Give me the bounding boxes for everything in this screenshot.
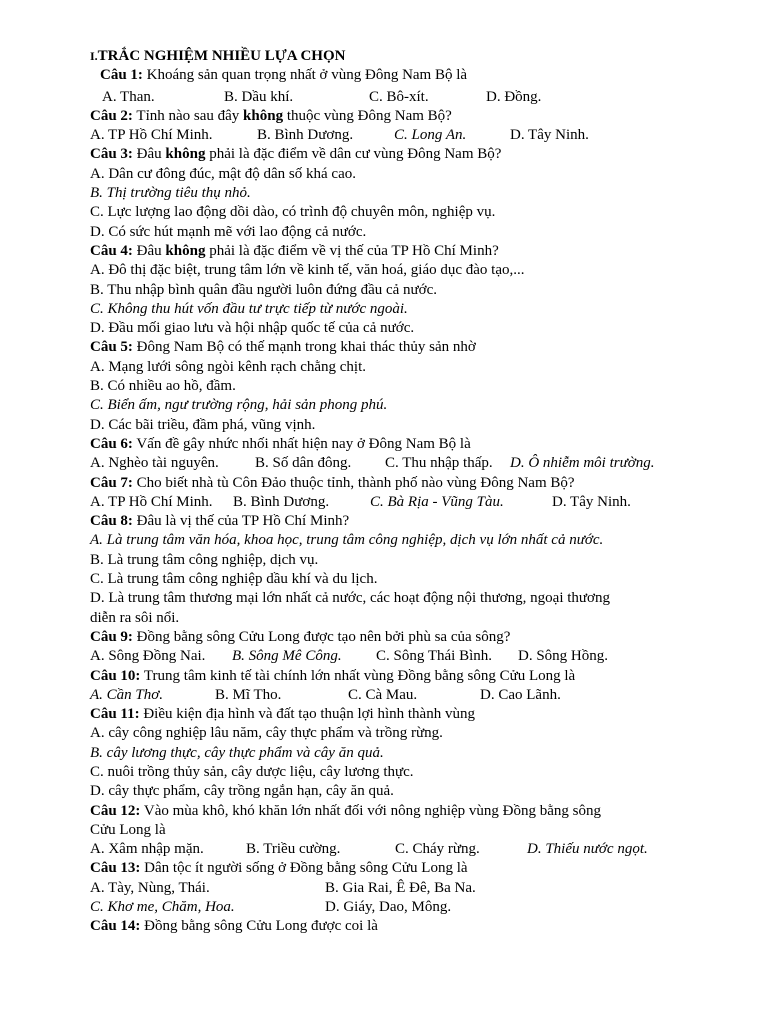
option-d: D. Cao Lãnh. (480, 686, 561, 703)
question-3: Câu 3: Đâu không phải là đặc điểm về dân cư vùng Đông Nam Bộ? (90, 146, 502, 163)
option-c: C. Long An. (394, 127, 467, 144)
option-c: C. Không thu hút vốn đầu tư trực tiếp từ nước ngoài. (90, 300, 408, 317)
question-13-options-row2 (90, 898, 680, 917)
option-c: C. Bà Rịa - Vũng Tàu. (370, 493, 504, 510)
option-d-continued: diễn ra sôi nổi. (90, 609, 180, 626)
option-a: A. cây công nghiệp lâu năm, cây thực phẩm và trồng rừng. (90, 725, 443, 742)
question-2: Câu 2: Tỉnh nào sau đây không thuộc vùng Đông Nam Bộ? (90, 107, 452, 124)
question-11: Câu 11: Điều kiện địa hình và đất tạo thuận lợi hình thành vùng (90, 706, 475, 723)
option-c: C. nuôi trồng thủy sản, cây dược liệu, cây lương thực. (90, 763, 414, 780)
question-12: Câu 12: Vào mùa khô, khó khăn lớn nhất đối với nông nghiệp vùng Đồng bằng sông (90, 802, 601, 819)
question-13: Câu 13: Dân tộc ít người sống ở Đồng bằng sông Cửu Long là (90, 860, 468, 877)
option-d: D. Đầu mối giao lưu và hội nhập quốc tế của cả nước. (90, 320, 415, 337)
option-a: A. TP Hồ Chí Minh. (90, 127, 213, 144)
option-c: C. Cà Mau. (348, 686, 418, 703)
question-7: Câu 7: Cho biết nhà tù Côn Đảo thuộc tỉnh, thành phố nào vùng Đông Nam Bộ? (90, 474, 575, 491)
option-b: B. Mĩ Tho. (215, 686, 282, 703)
option-d: D. Tây Ninh. (510, 127, 589, 144)
option-b: B. Là trung tâm công nghiệp, dịch vụ. (90, 551, 319, 568)
option-b: B. cây lương thực, cây thực phẩm và cây ăn quả. (90, 744, 384, 761)
question-5: Câu 5: Đông Nam Bộ có thế mạnh trong khai thác thủy sản nhờ (90, 339, 476, 356)
option-b: B. Có nhiều ao hồ, đầm. (90, 378, 236, 395)
option-d: D. Giáy, Dao, Mông. (325, 899, 452, 916)
option-b: B. Dầu khí. (224, 88, 294, 105)
option-b: B. Gia Rai, Ê Đê, Ba Na. (325, 879, 476, 896)
option-c: C. Lực lượng lao động dồi dào, có trình độ chuyên môn, nghiệp vụ. (90, 204, 496, 221)
option-a: A. Đô thị đặc biệt, trung tâm lớn về kinh tế, văn hoá, giáo dục đào tạo,... (90, 262, 525, 279)
option-c: C. Thu nhập thấp. (385, 455, 493, 472)
question-10: Câu 10: Trung tâm kinh tế tài chính lớn nhất vùng Đồng bằng sông Cửu Long là (90, 667, 576, 684)
question-8: Câu 8: Đâu là vị thế của TP Hồ Chí Minh? (90, 513, 350, 530)
option-b: B. Bình Dương. (257, 127, 354, 144)
question-14: Câu 14: Đồng bằng sông Cửu Long được coi là (90, 918, 378, 935)
option-a: A. Sông Đồng Nai. (90, 648, 206, 665)
question-1-options (90, 88, 680, 107)
question-1: Câu 1: Khoáng sản quan trọng nhất ở vùng Đông Nam Bộ là (100, 67, 468, 84)
question-13-options-row1 (90, 879, 680, 898)
option-c: C. Là trung tâm công nghiệp dầu khí và du lịch. (90, 571, 378, 588)
option-b: B. Thu nhập bình quân đầu người luôn đứng đầu cả nước. (90, 281, 438, 298)
question-4: Câu 4: Đâu không phải là đặc điểm về vị thế của TP Hồ Chí Minh? (90, 242, 499, 259)
option-a: A. Mạng lưới sông ngòi kênh rạch chằng chịt. (90, 358, 367, 375)
option-d: D. Ô nhiễm môi trường. (510, 455, 655, 472)
option-d: D. Có sức hút mạnh mẽ với lao động cả nước. (90, 223, 367, 240)
option-b: B. Sông Mê Công. (232, 648, 342, 665)
question-6: Câu 6: Vấn đề gây nhức nhối nhất hiện nay ở Đông Nam Bộ là (90, 435, 471, 452)
option-d: D. Thiếu nước ngọt. (527, 841, 648, 858)
option-c: C. Cháy rừng. (395, 841, 480, 858)
option-a: A. Xâm nhập mặn. (90, 841, 204, 858)
option-a: A. Dân cư đông đúc, mật độ dân số khá cao. (90, 165, 356, 182)
option-a: A. Là trung tâm văn hóa, khoa học, trung tâm công nghiệp, dịch vụ lớn nhất cả nước. (90, 532, 604, 549)
option-a: A. Cần Thơ. (90, 686, 164, 703)
option-b: B. Thị trường tiêu thụ nhỏ. (90, 185, 251, 202)
option-a: A. Nghèo tài nguyên. (90, 455, 219, 472)
question-9: Câu 9: Đồng bằng sông Cửu Long được tạo nên bởi phù sa của sông? (90, 628, 511, 645)
question-12-continued: Cửu Long là (90, 821, 166, 838)
option-d: D. cây thực phẩm, cây trồng ngắn hạn, cây ăn quả. (90, 783, 394, 800)
option-a: A. TP Hồ Chí Minh. (90, 493, 213, 510)
option-b: B. Bình Dương. (233, 493, 330, 510)
question-12-options (90, 840, 680, 859)
option-b: B. Số dân đông. (255, 455, 352, 472)
question-9-options (90, 647, 680, 666)
option-c: C. Khơ me, Chăm, Hoa. (90, 899, 235, 916)
option-d: D. Là trung tâm thương mại lớn nhất cả nước, các hoạt động nội thương, ngoại thương (90, 590, 610, 607)
option-a: A. Than. (102, 88, 155, 105)
option-d: D. Đồng. (486, 88, 542, 105)
option-c: C. Sông Thái Bình. (376, 648, 492, 665)
question-7-options (90, 493, 680, 512)
option-d: D. Các bãi triều, đầm phá, vũng vịnh. (90, 416, 316, 433)
option-c: C. Biển ấm, ngư trường rộng, hải sản phong phú. (90, 397, 388, 414)
option-b: B. Triều cường. (246, 841, 341, 858)
option-d: D. Tây Ninh. (552, 493, 631, 510)
option-d: D. Sông Hồng. (518, 648, 609, 665)
option-c: C. Bô-xít. (369, 88, 429, 105)
document-page (90, 47, 680, 937)
option-a: A. Tày, Nùng, Thái. (90, 879, 210, 896)
question-10-options (90, 686, 680, 705)
section-title: I.TRẮC NGHIỆM NHIỀU LỰA CHỌN (90, 48, 346, 64)
question-2-options (90, 126, 680, 145)
question-6-options (90, 454, 680, 473)
